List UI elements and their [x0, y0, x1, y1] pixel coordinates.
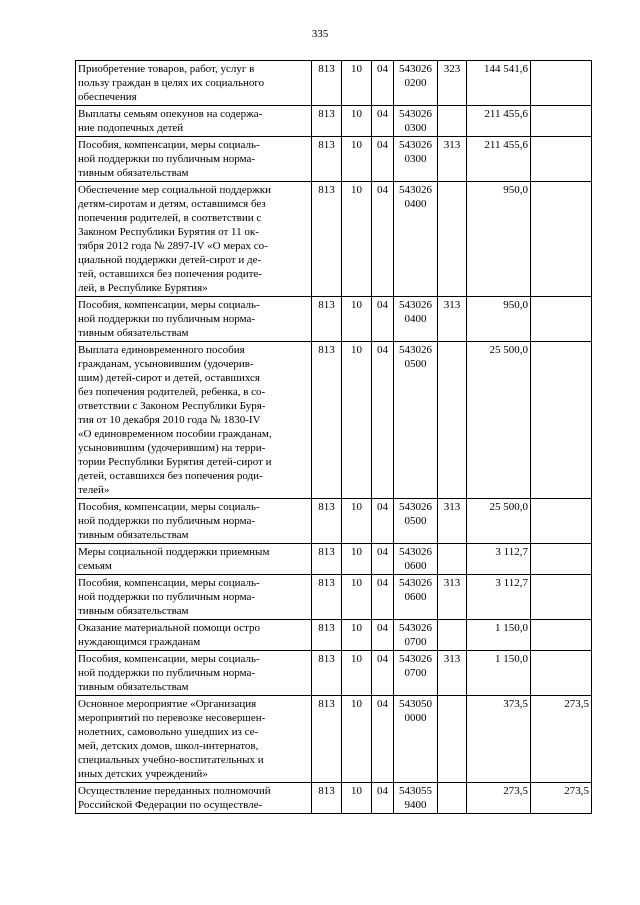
section-code-cell: 10 — [342, 544, 372, 575]
subsection-code-cell: 04 — [372, 297, 394, 342]
expense-type-cell: 323 — [438, 61, 467, 106]
target-code-cell: 543026 0700 — [394, 651, 438, 696]
amount-cell: 25 500,0 — [467, 342, 531, 499]
ministry-code-cell: 813 — [312, 544, 342, 575]
item-name-cell: Пособия, компенсации, меры социаль- ной поддержки по публичным норма- тивным обязательствам — [76, 651, 312, 696]
table-row — [76, 620, 592, 651]
ministry-code-cell: 813 — [312, 182, 342, 297]
section-code-cell: 10 — [342, 61, 372, 106]
section-code-cell: 10 — [342, 342, 372, 499]
table-row — [76, 544, 592, 575]
subsection-code-cell: 04 — [372, 137, 394, 182]
subsection-code-cell: 04 — [372, 783, 394, 814]
amount-cell: 144 541,6 — [467, 61, 531, 106]
item-name-cell: Основное мероприятие «Организация мероприятий по перевозке несовершен- нолетних, самовольно ушедших из се- мей, детских домов, школ-интернатов, специальных учебно-воспитательных и иных детских учреждений» — [76, 696, 312, 783]
section-code-cell: 10 — [342, 696, 372, 783]
item-name-cell: Выплата единовременного пособия гражданам, усыновившим (удочерив- шим) детей-сирот и детей, оставшихся без попечения родителей, ребенка, в со- ответствии с Законом Республики Буря- тия от 10 декабря 2010 года № 1830-IV «О единовременном пособии гражданам, усыновившим (удочерившим) на терри- тории Республики Бурятия детей-сирот и детей, оставшихся без попечения роди- телей» — [76, 342, 312, 499]
item-name-cell: Меры социальной поддержки приемным семьям — [76, 544, 312, 575]
amount-cell: 373,5 — [467, 696, 531, 783]
item-name-cell: Пособия, компенсации, меры социаль- ной поддержки по публичным норма- тивным обязательствам — [76, 499, 312, 544]
amount-cell: 211 455,6 — [467, 106, 531, 137]
ministry-code-cell: 813 — [312, 620, 342, 651]
ministry-code-cell: 813 — [312, 342, 342, 499]
table-row — [76, 106, 592, 137]
amount-cell: 211 455,6 — [467, 137, 531, 182]
ministry-code-cell: 813 — [312, 106, 342, 137]
amount-federal-cell: 273,5 — [531, 696, 592, 783]
page-number: 335 — [311, 28, 329, 40]
table-row — [76, 342, 592, 499]
ministry-code-cell: 813 — [312, 499, 342, 544]
table-row — [76, 182, 592, 297]
amount-federal-cell — [531, 61, 592, 106]
expense-type-cell: 313 — [438, 575, 467, 620]
expense-type-cell — [438, 106, 467, 137]
expense-type-cell: 313 — [438, 137, 467, 182]
table-row — [76, 651, 592, 696]
amount-federal-cell — [531, 575, 592, 620]
amount-federal-cell — [531, 182, 592, 297]
ministry-code-cell: 813 — [312, 137, 342, 182]
table-row — [76, 575, 592, 620]
subsection-code-cell: 04 — [372, 342, 394, 499]
subsection-code-cell: 04 — [372, 620, 394, 651]
section-code-cell: 10 — [342, 620, 372, 651]
item-name-cell: Осуществление переданных полномочий Российской Федерации по осуществле- — [76, 783, 312, 814]
expense-type-cell — [438, 182, 467, 297]
amount-federal-cell — [531, 342, 592, 499]
amount-cell: 1 150,0 — [467, 620, 531, 651]
subsection-code-cell: 04 — [372, 651, 394, 696]
section-code-cell: 10 — [342, 575, 372, 620]
amount-federal-cell — [531, 106, 592, 137]
target-code-cell: 543055 9400 — [394, 783, 438, 814]
target-code-cell: 543026 0700 — [394, 620, 438, 651]
target-code-cell: 543026 0400 — [394, 297, 438, 342]
amount-cell: 3 112,7 — [467, 575, 531, 620]
item-name-cell: Пособия, компенсации, меры социаль- ной поддержки по публичным норма- тивным обязательствам — [76, 297, 312, 342]
target-code-cell: 543026 0600 — [394, 544, 438, 575]
target-code-cell: 543026 0300 — [394, 106, 438, 137]
item-name-cell: Обеспечение мер социальной поддержки детям-сиротам и детям, оставшимся без попечения родителей, в соответствии с Законом Республики Бурятия от 11 ок- тября 2012 года № 2897-IV «О мерах со- циальной поддержки детей-сирот и де- тей, оставшихся без попечения родите- лей, в Республике Бурятия» — [76, 182, 312, 297]
expense-type-cell — [438, 696, 467, 783]
subsection-code-cell: 04 — [372, 106, 394, 137]
target-code-cell: 543050 0000 — [394, 696, 438, 783]
amount-cell: 1 150,0 — [467, 651, 531, 696]
expense-type-cell — [438, 544, 467, 575]
expense-type-cell — [438, 342, 467, 499]
section-code-cell: 10 — [342, 182, 372, 297]
amount-federal-cell — [531, 544, 592, 575]
subsection-code-cell: 04 — [372, 575, 394, 620]
section-code-cell: 10 — [342, 137, 372, 182]
item-name-cell: Пособия, компенсации, меры социаль- ной поддержки по публичным норма- тивным обязательствам — [76, 575, 312, 620]
subsection-code-cell: 04 — [372, 696, 394, 783]
amount-cell: 950,0 — [467, 182, 531, 297]
amount-federal-cell — [531, 297, 592, 342]
item-name-cell: Приобретение товаров, работ, услуг в пользу граждан в целях их социального обеспечения — [76, 61, 312, 106]
table-body — [76, 61, 592, 814]
target-code-cell: 543026 0500 — [394, 342, 438, 499]
ministry-code-cell: 813 — [312, 651, 342, 696]
ministry-code-cell: 813 — [312, 575, 342, 620]
section-code-cell: 10 — [342, 499, 372, 544]
amount-cell: 25 500,0 — [467, 499, 531, 544]
amount-federal-cell — [531, 651, 592, 696]
target-code-cell: 543026 0400 — [394, 182, 438, 297]
table-row — [76, 297, 592, 342]
section-code-cell: 10 — [342, 783, 372, 814]
amount-cell: 3 112,7 — [467, 544, 531, 575]
item-name-cell: Пособия, компенсации, меры социаль- ной поддержки по публичным норма- тивным обязательствам — [76, 137, 312, 182]
section-code-cell: 10 — [342, 651, 372, 696]
target-code-cell: 543026 0300 — [394, 137, 438, 182]
subsection-code-cell: 04 — [372, 499, 394, 544]
section-code-cell: 10 — [342, 297, 372, 342]
amount-federal-cell — [531, 620, 592, 651]
amount-federal-cell — [531, 137, 592, 182]
table-row — [76, 499, 592, 544]
target-code-cell: 543026 0500 — [394, 499, 438, 544]
ministry-code-cell: 813 — [312, 696, 342, 783]
ministry-code-cell: 813 — [312, 783, 342, 814]
target-code-cell: 543026 0600 — [394, 575, 438, 620]
ministry-code-cell: 813 — [312, 297, 342, 342]
section-code-cell: 10 — [342, 106, 372, 137]
expense-type-cell: 313 — [438, 297, 467, 342]
amount-federal-cell: 273,5 — [531, 783, 592, 814]
budget-table — [75, 60, 592, 814]
amount-federal-cell — [531, 499, 592, 544]
table-row — [76, 61, 592, 106]
item-name-cell: Выплаты семьям опекунов на содержа- ние подопечных детей — [76, 106, 312, 137]
expense-type-cell — [438, 620, 467, 651]
expense-type-cell: 313 — [438, 499, 467, 544]
subsection-code-cell: 04 — [372, 544, 394, 575]
ministry-code-cell: 813 — [312, 61, 342, 106]
subsection-code-cell: 04 — [372, 61, 394, 106]
subsection-code-cell: 04 — [372, 182, 394, 297]
table-row — [76, 783, 592, 814]
amount-cell: 950,0 — [467, 297, 531, 342]
expense-type-cell: 313 — [438, 651, 467, 696]
target-code-cell: 543026 0200 — [394, 61, 438, 106]
expense-type-cell — [438, 783, 467, 814]
amount-cell: 273,5 — [467, 783, 531, 814]
item-name-cell: Оказание материальной помощи остро нуждающимся гражданам — [76, 620, 312, 651]
table-row — [76, 137, 592, 182]
table-row — [76, 696, 592, 783]
